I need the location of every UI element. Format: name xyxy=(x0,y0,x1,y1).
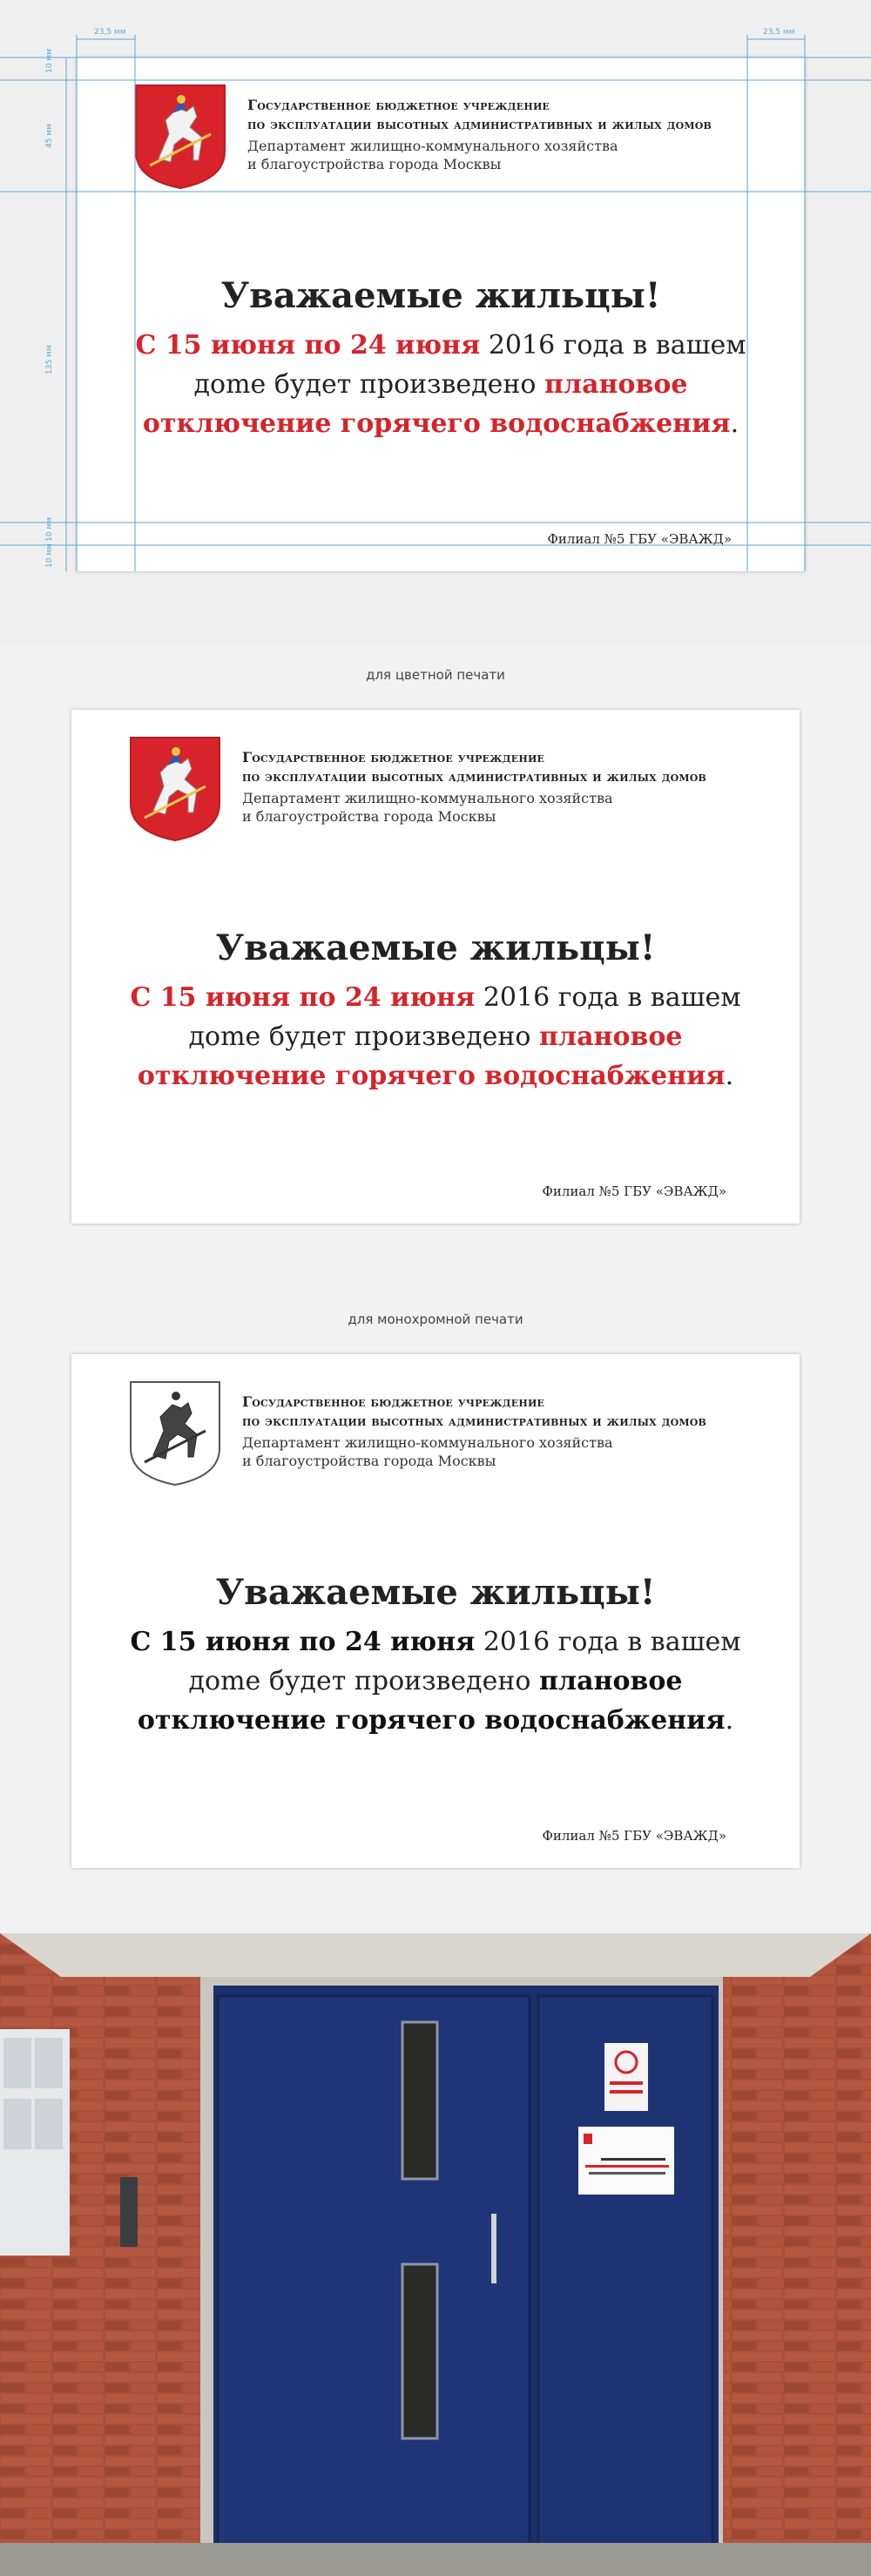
notice-text: 2016 года в вашем дome будет произведено xyxy=(188,1627,741,1696)
notice-text: 2016 года в вашем дome будет произведено xyxy=(193,330,746,400)
notice-period: . xyxy=(725,1705,734,1736)
guide-label-left-2: 45 мм xyxy=(45,124,54,148)
caption-color: для цветной печати xyxy=(366,667,505,683)
moscow-crest-icon xyxy=(127,1379,223,1487)
header-line-3: Департамент жилищно-коммунального хозяйства xyxy=(247,138,618,154)
guide-label-left-1: 10 мм xyxy=(45,49,54,73)
notice-body xyxy=(106,978,765,1096)
notice-event: плановое отключение горячего водоснабжения xyxy=(142,369,731,439)
header-line-2: по эксплуатации высотных административных и жилых домов xyxy=(242,768,707,785)
guide-label-top-right: 23,5 мм xyxy=(763,28,795,37)
header-line-3: Департамент жилищно-коммунального хозяйства xyxy=(242,1434,613,1451)
door-photo xyxy=(0,1933,871,2576)
template-section xyxy=(0,0,871,644)
notice-dates: С 15 июня по 24 июня xyxy=(130,982,476,1013)
notice-event: плановое отключение горячего водоснабжения xyxy=(137,1666,726,1736)
headline: Уважаемые жильцы! xyxy=(215,927,656,968)
notice-dates: С 15 июня по 24 июня xyxy=(135,330,481,361)
sign-mono xyxy=(71,1354,800,1868)
notice-body xyxy=(111,326,770,443)
moscow-crest-icon xyxy=(132,82,228,191)
caption-mono: для монохромной печати xyxy=(348,1312,523,1327)
organization-header xyxy=(242,748,773,826)
header-line-2: по эксплуатации высотных административных и жилых домов xyxy=(247,116,712,132)
notice-period: . xyxy=(725,1061,734,1091)
guide-label-top-left: 23,5 мм xyxy=(94,28,126,37)
header-line-4: и благоустройства города Москвы xyxy=(242,1453,496,1469)
header-line-3: Департамент жилищно-коммунального хозяйства xyxy=(242,790,613,806)
sign-footer: Филиал №5 ГБУ «ЭВАЖД» xyxy=(542,1183,726,1199)
header-line-4: и благоустройства города Москвы xyxy=(242,808,496,825)
header-line-1: Государственное бюджетное учреждение xyxy=(247,97,550,113)
guide-label-left-4: 10 мм xyxy=(45,517,54,542)
notice-dates: С 15 июня по 24 июня xyxy=(130,1627,476,1657)
sign-template xyxy=(77,57,805,571)
headline: Уважаемые жильцы! xyxy=(220,275,661,316)
guide-label-left-5: 10 мм xyxy=(45,543,54,568)
sign-footer: Филиал №5 ГБУ «ЭВАЖД» xyxy=(547,531,732,547)
header-line-1: Государственное бюджетное учреждение xyxy=(242,1393,545,1410)
moscow-crest-icon xyxy=(127,734,223,843)
organization-header xyxy=(242,1393,773,1470)
header-line-4: и благоустройства города Москвы xyxy=(247,156,502,172)
guide-label-left-3: 135 мм xyxy=(45,345,54,374)
header-line-2: по эксплуатации высотных административных и жилых домов xyxy=(242,1413,707,1429)
notice-body xyxy=(106,1622,765,1740)
organization-header xyxy=(247,96,779,173)
sign-footer: Филиал №5 ГБУ «ЭВАЖД» xyxy=(542,1828,726,1844)
notice-period: . xyxy=(730,408,739,439)
header-line-1: Государственное бюджетное учреждение xyxy=(242,749,545,765)
sign-color xyxy=(71,710,800,1224)
notice-text: 2016 года в вашем дome будет произведено xyxy=(188,982,741,1052)
headline: Уважаемые жильцы! xyxy=(215,1572,656,1613)
notice-event: плановое отключение горячего водоснабжения xyxy=(137,1022,726,1091)
